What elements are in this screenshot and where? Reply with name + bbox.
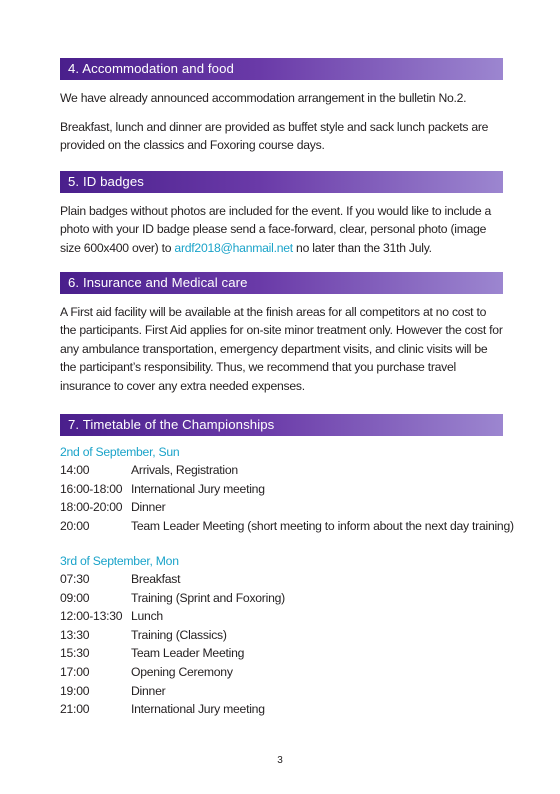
day-title: 2nd of September, Sun — [60, 444, 180, 459]
entry-event: Team Leader Meeting — [131, 646, 245, 661]
entry-event: Training (Sprint and Foxoring) — [131, 590, 285, 605]
paragraph-id-badges — [60, 202, 503, 258]
entry-event: International Jury meeting — [131, 702, 265, 717]
timetable-row — [60, 589, 503, 608]
paragraph-meals: Breakfast, lunch and dinner are provided as buffet style and sack lunch packets are provided on the classics and Foxoring course days. — [60, 119, 489, 153]
timetable-row — [60, 480, 503, 499]
section-header-accommodation: 4. Accommodation and food — [60, 58, 503, 80]
entry-event: Team Leader Meeting (short meeting to inform about the next day training) — [131, 518, 514, 533]
entry-event: Breakfast — [131, 572, 181, 587]
timetable-row — [60, 644, 503, 663]
section-header-timetable: 7. Timetable of the Championships — [60, 414, 503, 436]
entry-time: 21:00 — [60, 702, 90, 717]
id-badges-deadline-text: no later than the 31th July. — [292, 240, 432, 255]
document-page — [60, 58, 514, 719]
timetable-day — [60, 552, 503, 719]
day-title: 3rd of September, Mon — [60, 553, 179, 568]
entry-event: Opening Ceremony — [131, 665, 233, 680]
entry-time: 16:00-18:00 — [60, 481, 123, 496]
timetable-day — [60, 443, 514, 536]
email-link[interactable]: ardf2018@hanmail.net — [174, 240, 293, 255]
entry-event: International Jury meeting — [131, 481, 265, 496]
entry-event: Arrivals, Registration — [131, 463, 238, 478]
entry-time: 15:30 — [60, 646, 90, 661]
entry-time: 18:00-20:00 — [60, 500, 123, 515]
entry-time: 20:00 — [60, 518, 90, 533]
entry-event: Dinner — [131, 500, 166, 515]
timetable-row — [60, 517, 514, 536]
entry-time: 13:30 — [60, 627, 90, 642]
entry-time: 17:00 — [60, 665, 90, 680]
timetable-row — [60, 498, 503, 517]
timetable-row — [60, 607, 503, 626]
timetable-row — [60, 626, 503, 645]
timetable-row — [60, 461, 503, 480]
paragraph-insurance: A First aid facility will be available at the finish areas for all competitors at no cost to the participants. First Aid applies for on-site minor treatment only. However the cost for any ambulance transportation, emergency department visits, and clinic visits will be the participant’s responsibility. Thus, we recommend that you purchase travel insurance to cover any extra needed expenses. — [60, 304, 503, 393]
entry-time: 19:00 — [60, 683, 90, 698]
section-header-id-badges: 5. ID badges — [60, 171, 503, 193]
entry-time: 07:30 — [60, 572, 90, 587]
section-header-insurance: 6. Insurance and Medical care — [60, 272, 503, 294]
timetable-row — [60, 682, 503, 701]
page-number: 3 — [277, 755, 283, 766]
timetable-row — [60, 663, 503, 682]
entry-event: Lunch — [131, 609, 163, 624]
entry-event: Training (Classics) — [131, 627, 227, 642]
entry-time: 14:00 — [60, 463, 90, 478]
entry-time: 12:00-13:30 — [60, 609, 123, 624]
entry-event: Dinner — [131, 683, 166, 698]
entry-time: 09:00 — [60, 590, 90, 605]
timetable-row — [60, 570, 503, 589]
timetable-row — [60, 700, 503, 719]
id-badges-text: Plain badges without photos are included for the event. If you would like to include a photo with your ID badge please send a face-forward, clear, personal photo (image size 600x400 over) to — [60, 203, 492, 255]
paragraph-accommodation-bulletin: We have already announced accommodation arrangement in the bulletin No.2. — [60, 91, 467, 105]
